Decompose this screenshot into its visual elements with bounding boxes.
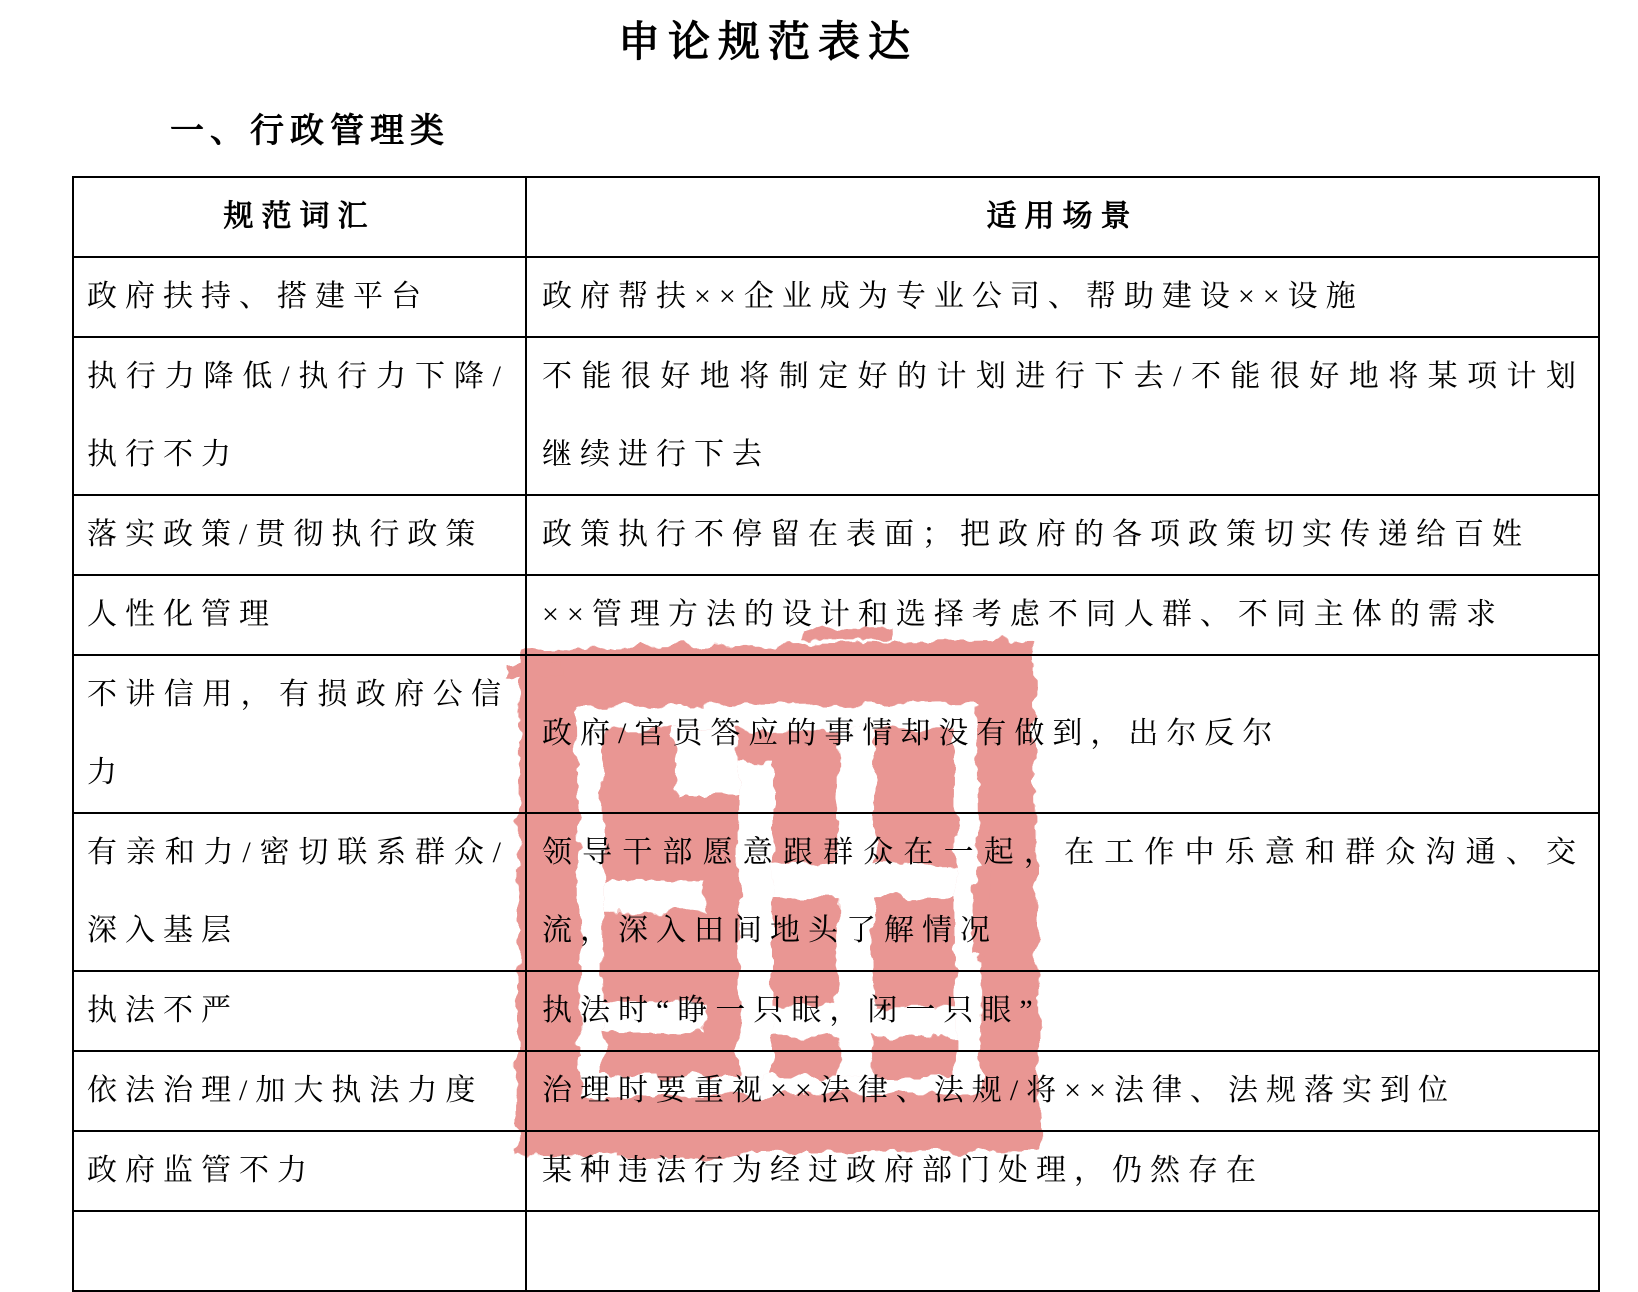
- scenario-cell: 治理时要重视××法律、法规/将××法律、法规落实到位: [526, 1051, 1599, 1131]
- page-title: 申论规范表达: [617, 20, 918, 66]
- table-header-row: [73, 177, 1599, 257]
- term-cell: 落实政策/贯彻执行政策: [73, 495, 526, 575]
- table-row: [73, 257, 1599, 337]
- term-cell: 不讲信用，有损政府公信力: [73, 655, 526, 813]
- table-row: [73, 971, 1599, 1051]
- scenario-cell: 执法时“睁一只眼，闭一只眼”: [526, 971, 1599, 1051]
- scenario-cell: 不能很好地将制定好的计划进行下去/不能很好地将某项计划继续进行下去: [526, 337, 1599, 495]
- section-heading: 一、行政管理类: [170, 113, 450, 150]
- table-row: [73, 655, 1599, 813]
- table-row: [73, 1051, 1599, 1131]
- term-cell: 依法治理/加大执法力度: [73, 1051, 526, 1131]
- expression-table: [72, 176, 1600, 1292]
- term-cell: 政府监管不力: [73, 1131, 526, 1211]
- term-cell: [73, 1211, 526, 1291]
- column-header-scenario: 适用场景: [526, 177, 1599, 257]
- scenario-cell: 某种违法行为经过政府部门处理，仍然存在: [526, 1131, 1599, 1211]
- scenario-cell: 政府帮扶××企业成为专业公司、帮助建设××设施: [526, 257, 1599, 337]
- term-cell: 政府扶持、搭建平台: [73, 257, 526, 337]
- scenario-cell: 政策执行不停留在表面；把政府的各项政策切实传递给百姓: [526, 495, 1599, 575]
- table-row: [73, 575, 1599, 655]
- scenario-cell: [526, 1211, 1599, 1291]
- scenario-cell: ××管理方法的设计和选择考虑不同人群、不同主体的需求: [526, 575, 1599, 655]
- table-row: [73, 337, 1599, 495]
- term-cell: 有亲和力/密切联系群众/深入基层: [73, 813, 526, 971]
- table-row: [73, 495, 1599, 575]
- column-header-term: 规范词汇: [73, 177, 526, 257]
- table-row: [73, 1131, 1599, 1211]
- table-row: [73, 813, 1599, 971]
- term-cell: 执行力降低/执行力下降/执行不力: [73, 337, 526, 495]
- term-cell: 人性化管理: [73, 575, 526, 655]
- scenario-cell: 政府/官员答应的事情却没有做到，出尔反尔: [526, 655, 1599, 813]
- term-cell: 执法不严: [73, 971, 526, 1051]
- scenario-cell: 领导干部愿意跟群众在一起，在工作中乐意和群众沟通、交流，深入田间地头了解情况: [526, 813, 1599, 971]
- table-row: [73, 1211, 1599, 1291]
